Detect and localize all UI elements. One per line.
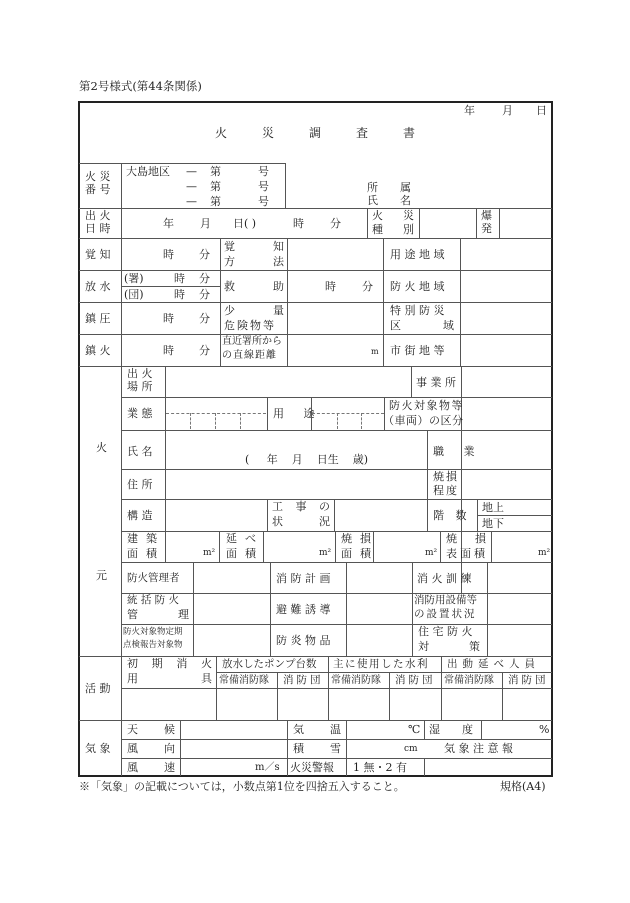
small-hazmat-label <box>224 304 284 317</box>
water-volunteer-field[interactable] <box>390 689 440 719</box>
fire-warning-options[interactable]: 1 無・2 有 <box>353 761 407 774</box>
damage-degree-label <box>433 484 457 497</box>
char: 名 <box>400 194 411 207</box>
char: 知 <box>273 240 284 253</box>
building-area-label <box>127 547 157 560</box>
fire-prevention-zone-label: 防 火 地 域 <box>390 280 445 293</box>
label-line: 日 時 <box>85 222 111 235</box>
usage-field[interactable] <box>312 398 384 429</box>
divider <box>263 531 264 562</box>
pump-regular-field[interactable] <box>217 689 276 719</box>
extinguished-hour: 時 <box>163 344 174 357</box>
explosion-label <box>481 209 492 235</box>
recognition-minute: 分 <box>199 248 210 261</box>
water-regular-field[interactable] <box>329 689 388 719</box>
divider <box>285 163 286 208</box>
home-fire-prevention-field[interactable] <box>488 625 551 655</box>
personnel-header: 出動延べ人員 <box>447 658 540 670</box>
sub-header-regular: 常備消防隊 <box>219 675 269 686</box>
fire-object-class-field[interactable] <box>462 398 551 429</box>
burned-surface-area-unit: m² <box>538 548 551 558</box>
recognition-method-label <box>224 255 284 268</box>
char: 発 <box>481 222 492 235</box>
burned-area-label <box>341 532 371 545</box>
sub-header-volunteer: 消防団 <box>283 674 324 686</box>
divider <box>412 562 413 656</box>
divider <box>267 499 268 531</box>
char: 損 <box>446 470 457 483</box>
recognition-method-label <box>224 240 284 253</box>
recognition-method-field[interactable] <box>288 239 382 269</box>
char: 対 <box>418 640 429 653</box>
wind-speed-label <box>127 761 175 774</box>
business-type-field[interactable] <box>166 398 266 429</box>
total-floor-area-label <box>226 547 256 560</box>
periodic-inspection-label: 防火対象物定期 <box>123 627 183 637</box>
origin-section-label-top: 火 <box>96 441 107 454</box>
char: 救 <box>224 280 235 293</box>
fire-number-rows <box>186 165 269 208</box>
flameproof-label: 防 炎 物 品 <box>276 634 331 647</box>
char: 属 <box>400 181 411 194</box>
activity-label: 活 動 <box>85 682 111 695</box>
divider <box>373 531 374 562</box>
construction-status-field[interactable] <box>335 500 426 530</box>
label-line: 火 災 <box>85 170 111 183</box>
char: 事 <box>295 500 307 513</box>
char: 度 <box>446 484 457 497</box>
periodic-inspection-label: 点検報告対象物 <box>123 640 183 650</box>
small-hazmat-field[interactable] <box>288 303 382 333</box>
char: 初 <box>127 657 138 670</box>
floors-above-label: 地上 <box>482 501 504 514</box>
divider <box>481 720 482 739</box>
char: 風 <box>127 761 138 774</box>
char: 候 <box>164 723 175 736</box>
discharge-station-minute: 分 <box>199 272 210 285</box>
discharge-corps-sub: (団) <box>124 288 144 301</box>
initial-extinguisher-label <box>127 672 212 685</box>
evacuation-label: 避 難 誘 導 <box>276 603 331 616</box>
rescue-hour: 時 <box>325 280 336 293</box>
char: 覚 <box>224 240 235 253</box>
sub-header-regular: 常備消防隊 <box>444 675 494 686</box>
label-line: 場 所 <box>127 380 153 393</box>
humidity-unit: % <box>539 723 550 736</box>
evacuation-field[interactable] <box>347 594 411 623</box>
char: 風 <box>127 742 138 755</box>
explosion-field[interactable] <box>500 209 551 237</box>
sub-header-regular: 常備消防隊 <box>331 675 381 686</box>
damage-degree-field[interactable] <box>462 470 551 498</box>
char: 法 <box>273 255 284 268</box>
char: 損 <box>475 532 486 545</box>
divider <box>122 531 552 532</box>
divider <box>122 758 552 759</box>
personnel-regular-field[interactable] <box>442 689 501 719</box>
char: 用 <box>127 672 138 685</box>
construction-status-label <box>272 500 330 513</box>
fire-type-label <box>372 223 414 236</box>
dai-label: 第 <box>210 180 221 193</box>
burned-area-label <box>341 547 371 560</box>
divider <box>477 499 478 531</box>
discharge-station-hour: 時 <box>174 272 185 285</box>
district-label: 大島地区 <box>126 165 170 178</box>
date-month-label: 月 <box>502 104 513 117</box>
address-label: 住 所 <box>127 478 153 491</box>
char: 況 <box>319 515 330 528</box>
char: 期 <box>151 657 163 670</box>
char: 温 <box>330 723 341 736</box>
outbreak-day: 日( ) <box>233 217 257 230</box>
rescue-minute: 分 <box>362 280 373 293</box>
char: 天 <box>127 723 138 736</box>
fire-equipment-label: 消防用設備等 <box>414 594 477 606</box>
char: 面 <box>341 547 352 560</box>
divider <box>270 562 271 656</box>
char: 災 <box>403 209 414 222</box>
divider <box>367 208 368 238</box>
char: 少 <box>224 304 235 317</box>
total-floor-area-label <box>226 532 256 545</box>
char: 速 <box>164 761 175 774</box>
divider <box>477 515 552 516</box>
fire-manager-field[interactable] <box>194 563 269 592</box>
char: の <box>319 500 330 513</box>
divider <box>122 286 220 287</box>
home-fire-prevention-label <box>418 640 480 653</box>
go-label: 号 <box>258 165 269 178</box>
title-char: 査 <box>355 126 368 140</box>
divider <box>411 366 412 397</box>
char: 度 <box>462 723 473 736</box>
divider <box>220 238 221 366</box>
floors-below-label: 地下 <box>482 517 504 530</box>
joint-fire-mgmt-label: 統 括 防 火 <box>127 594 180 606</box>
dash: — <box>186 180 197 193</box>
title-char: 調 <box>308 126 321 140</box>
divider <box>424 758 425 776</box>
burned-surface-area-label <box>446 532 486 545</box>
divider <box>267 397 268 430</box>
special-disaster-zone-field[interactable] <box>461 303 551 333</box>
urban-area-label: 市 街 地 等 <box>390 344 445 357</box>
small-hazmat-label: 危険物等 <box>224 319 276 332</box>
label-line: 出 火 <box>127 367 153 380</box>
urban-area-field[interactable] <box>461 335 551 365</box>
divider <box>427 430 428 531</box>
discharge-station-sub: (署) <box>124 272 144 285</box>
initial-extinguisher-field[interactable] <box>122 689 215 719</box>
char: 焼 <box>446 532 457 545</box>
weather-condition-label <box>127 723 175 736</box>
divider <box>476 208 477 238</box>
dai-label: 第 <box>210 195 221 208</box>
initial-extinguisher-label <box>127 657 212 670</box>
snow-unit: cm <box>404 744 418 754</box>
home-fire-prevention-label: 住 宅 防 火 <box>418 625 473 638</box>
page-title <box>215 124 415 141</box>
char: 所 <box>367 181 378 194</box>
total-floor-area-unit: m² <box>319 548 332 558</box>
suppression-minute: 分 <box>199 312 210 325</box>
divider <box>287 720 288 776</box>
char: 湿 <box>429 723 440 736</box>
char: 域 <box>443 319 454 332</box>
char: 消 <box>176 657 188 670</box>
dai-label: 第 <box>210 165 221 178</box>
outbreak-label <box>85 209 111 235</box>
go-label: 号 <box>258 195 269 208</box>
rescue-label <box>224 280 284 293</box>
address-field[interactable] <box>166 470 426 498</box>
fire-place-label <box>127 367 153 393</box>
weather-label: 気 象 <box>85 742 111 755</box>
char: べ <box>245 532 256 545</box>
char: 積 <box>360 547 371 560</box>
business-type-label: 業 態 <box>127 407 153 420</box>
floors-label: 階 数 <box>433 509 471 522</box>
outbreak-month: 月 <box>200 217 211 230</box>
burned-surface-area-label: 表面積 <box>446 547 488 560</box>
land-use-zone-label: 用 途 地 域 <box>390 248 445 261</box>
go-label: 号 <box>258 180 269 193</box>
char: 焼 <box>341 532 352 545</box>
personnel-volunteer-field[interactable] <box>503 689 551 719</box>
fire-number-row <box>186 180 269 193</box>
char: 区 <box>390 319 401 332</box>
fire-number-row <box>186 195 269 208</box>
fire-number-label <box>85 170 111 196</box>
char: 火 <box>200 657 212 670</box>
origin-section-label-bottom: 元 <box>96 569 107 582</box>
periodic-inspection-field[interactable] <box>194 625 269 655</box>
fire-equipment-label: の設置状況 <box>414 608 477 620</box>
title-char: 災 <box>261 126 274 140</box>
suppression-label: 鎮 圧 <box>85 312 111 325</box>
char: 建 <box>127 532 138 545</box>
temperature-label <box>293 723 341 736</box>
date-day-label: 日 <box>536 104 547 117</box>
sub-header-volunteer: 消防団 <box>395 674 436 686</box>
owner-name-label: 氏 名 <box>127 445 153 458</box>
usage-label: 用 途 <box>273 407 323 420</box>
char: 状 <box>272 515 283 528</box>
label-line: 番 号 <box>85 183 111 196</box>
footer-note: ※「気象」の記載については，小数点第1位を四捨五入すること。 <box>79 780 405 793</box>
char: 策 <box>469 640 480 653</box>
burned-area-unit: m² <box>425 548 438 558</box>
char: 積 <box>293 742 304 755</box>
form-header: 第2号様式(第44条関係) <box>79 79 202 93</box>
fire-number-row <box>186 165 269 178</box>
distance-label: の直線距離 <box>222 350 277 361</box>
joint-fire-mgmt-field[interactable] <box>194 594 269 623</box>
char: 築 <box>146 532 157 545</box>
fire-plan-field[interactable] <box>347 563 411 592</box>
outbreak-hour: 時 <box>293 217 304 230</box>
divider <box>424 720 425 739</box>
wind-direction-field[interactable] <box>181 740 286 757</box>
wind-speed-unit: m／s <box>255 762 280 773</box>
fire-object-class-label: 防火対象物等 <box>389 399 464 412</box>
char: 気 <box>293 723 304 736</box>
char: 別 <box>403 223 414 236</box>
char: 方 <box>224 255 235 268</box>
outbreak-year: 年 <box>163 217 174 230</box>
dash: — <box>186 195 197 208</box>
char: 延 <box>226 532 237 545</box>
water-source-header: 主に使用した水利 <box>333 658 429 670</box>
snow-label <box>293 742 341 755</box>
extinguished-label: 鎮 火 <box>85 344 111 357</box>
structure-field[interactable] <box>166 500 266 530</box>
suppression-hour: 時 <box>163 312 174 325</box>
recognition-hour: 時 <box>163 248 174 261</box>
fire-warning-label: 火災警報 <box>290 761 334 774</box>
fire-equipment-field[interactable] <box>488 594 551 623</box>
char: 面 <box>127 547 138 560</box>
char: 管 <box>127 608 138 621</box>
birth-date-line: ( 年 月 日生 歳) <box>245 453 369 466</box>
char: 損 <box>360 532 371 545</box>
divider <box>216 672 552 673</box>
outbreak-minute: 分 <box>330 217 341 230</box>
building-area-label <box>127 532 157 545</box>
title-char: 書 <box>402 126 415 140</box>
wind-direction-label <box>127 742 175 755</box>
char: 助 <box>273 280 284 293</box>
distance-label: 直近署所から <box>222 336 282 347</box>
fire-drill-label: 消 火 訓 練 <box>417 572 472 585</box>
paper-size-label: 規格(A4) <box>500 780 546 793</box>
char: 積 <box>245 547 256 560</box>
dash: — <box>186 165 197 178</box>
name-label <box>367 194 411 207</box>
fire-plan-label: 消 防 計 画 <box>276 572 331 585</box>
damage-degree-label <box>433 470 457 483</box>
flameproof-field[interactable] <box>347 625 411 655</box>
fire-manager-label: 防火管理者 <box>127 572 180 584</box>
char: 氏 <box>367 194 378 207</box>
distance-unit: m <box>371 347 379 356</box>
char: 雪 <box>330 742 341 755</box>
char: 具 <box>201 672 212 685</box>
char: 種 <box>372 223 383 236</box>
char: 爆 <box>481 209 492 222</box>
fire-drill-field[interactable] <box>488 563 551 592</box>
discharge-corps-minute: 分 <box>199 288 210 301</box>
weather-condition-field[interactable] <box>181 721 286 738</box>
divider <box>79 163 286 164</box>
fire-type-label <box>372 209 414 222</box>
temperature-unit: ℃ <box>408 723 421 736</box>
divider <box>440 531 441 562</box>
divider <box>491 531 492 562</box>
structure-label: 構 造 <box>127 509 153 522</box>
char: 焼 <box>433 470 444 483</box>
label-line: 出 火 <box>85 209 111 222</box>
construction-status-label <box>272 515 330 528</box>
business-site-field[interactable] <box>462 367 551 396</box>
special-disaster-zone-label <box>390 319 454 332</box>
fire-place-field[interactable] <box>166 367 410 396</box>
date-year-label: 年 <box>464 104 475 117</box>
char: 工 <box>272 500 283 513</box>
pump-count-header: 放水したポンプ台数 <box>222 658 317 670</box>
char: 積 <box>146 547 157 560</box>
occupation-field[interactable] <box>462 431 551 468</box>
extinguished-minute: 分 <box>199 344 210 357</box>
special-disaster-zone-label: 特 別 防 災 <box>390 304 445 317</box>
joint-fire-mgmt-label <box>127 608 189 621</box>
char: 理 <box>178 608 189 621</box>
affiliation-label <box>367 181 411 194</box>
divider <box>346 720 347 776</box>
divider <box>335 531 336 562</box>
business-site-label: 事 業 所 <box>416 376 456 389</box>
humidity-label <box>429 723 473 736</box>
char: 向 <box>164 742 175 755</box>
char: 火 <box>372 209 383 222</box>
owner-name-field[interactable] <box>166 431 426 453</box>
water-discharge-label: 放 水 <box>85 280 111 293</box>
fire-object-class-label: （車両）の区分 <box>383 414 464 427</box>
weather-advisory-label: 気 象 注 意 報 <box>444 742 513 755</box>
fire-type-field[interactable] <box>420 209 475 237</box>
char: 程 <box>433 484 444 497</box>
char: 面 <box>226 547 237 560</box>
char: 量 <box>273 304 284 317</box>
fire-prevention-zone-field[interactable] <box>461 271 551 301</box>
land-use-zone-field[interactable] <box>461 239 551 269</box>
recognition-label: 覚 知 <box>85 248 111 261</box>
sub-header-volunteer: 消防団 <box>508 674 549 686</box>
building-area-unit: m² <box>203 548 216 558</box>
divider <box>219 531 220 562</box>
discharge-corps-hour: 時 <box>174 288 185 301</box>
pump-volunteer-field[interactable] <box>278 689 327 719</box>
title-char: 火 <box>215 126 228 140</box>
occupation-label: 職 業 <box>433 445 483 458</box>
divider <box>383 238 384 366</box>
